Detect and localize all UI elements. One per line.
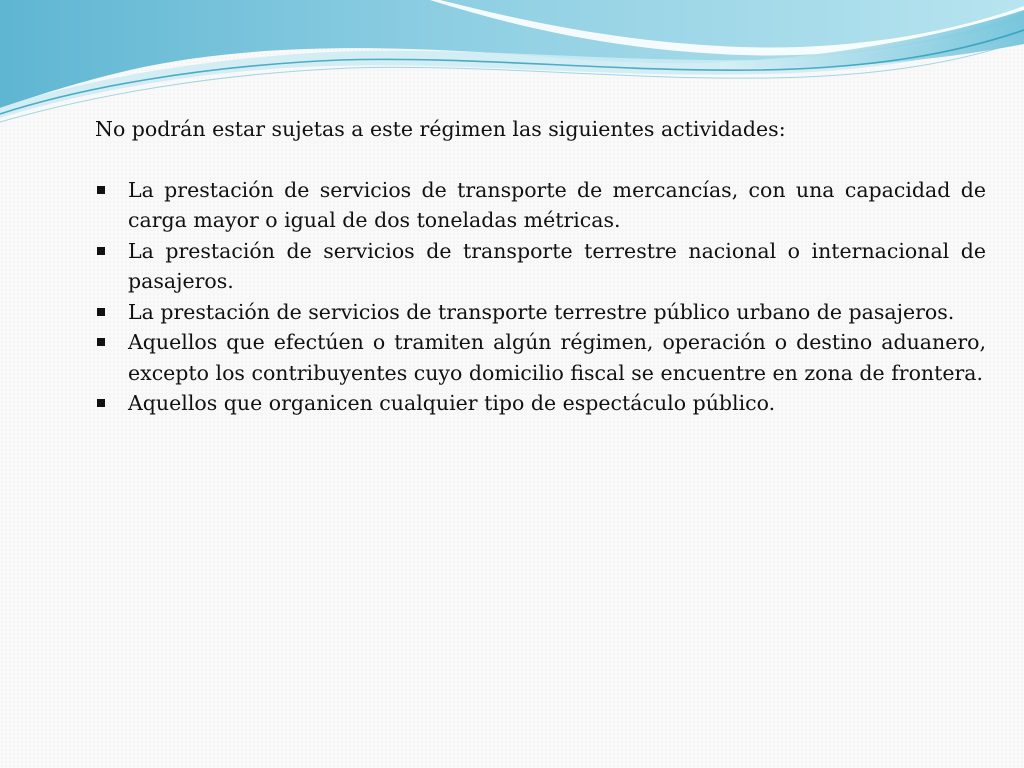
list-item-text: Aquellos que organicen cualquier tipo de espectáculo público. xyxy=(128,391,776,415)
list-item-text: La prestación de servicios de transporte de mercancías, con una capacidad de carga mayor o igual de dos toneladas métricas. xyxy=(128,177,986,232)
intro-text: No podrán estar sujetas a este régimen las siguientes actividades: xyxy=(95,117,786,141)
list-item-text: Aquellos que efectúen o tramiten algún régimen, operación o destino aduanero, excepto los contribuyentes cuyo domicilio fiscal se encuentre en zona de frontera. xyxy=(128,330,986,385)
list-item xyxy=(95,175,986,236)
list-item-text: La prestación de servicios de transporte terrestre nacional o internacional de pasajeros. xyxy=(128,238,986,293)
square-bullet-icon xyxy=(97,186,105,194)
square-bullet-icon xyxy=(97,308,105,316)
square-bullet-icon xyxy=(97,399,105,407)
header-wave-decoration xyxy=(0,0,1024,130)
list-item xyxy=(95,388,986,419)
list-item-text: La prestación de servicios de transporte terrestre público urbano de pasajeros. xyxy=(128,299,955,324)
square-bullet-icon xyxy=(97,338,105,346)
activity-list xyxy=(95,175,986,419)
list-item xyxy=(95,297,986,328)
square-bullet-icon xyxy=(97,247,105,255)
list-item xyxy=(95,327,986,388)
list-item xyxy=(95,236,986,297)
slide-body xyxy=(95,114,986,419)
